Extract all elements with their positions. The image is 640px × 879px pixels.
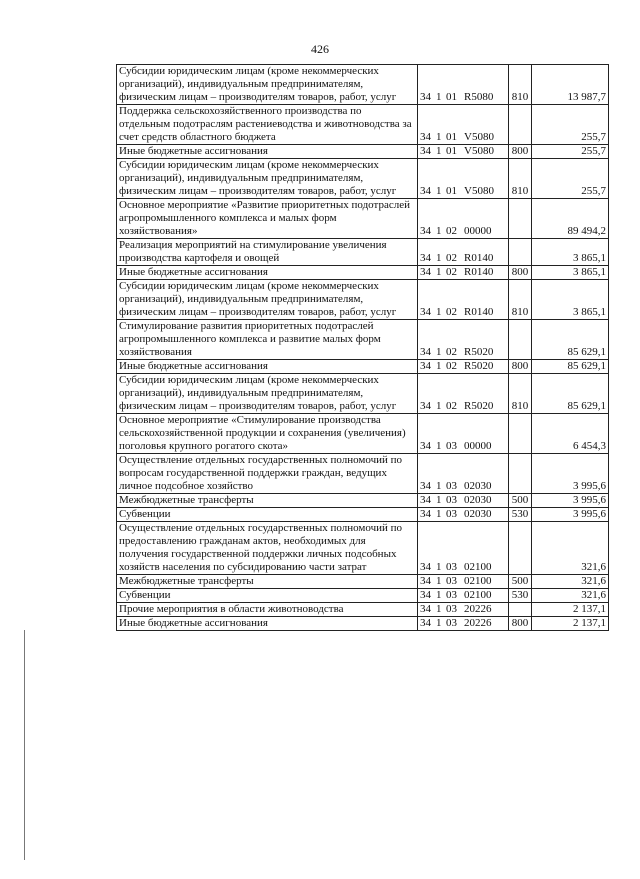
row-expense-type: 800 <box>509 266 532 280</box>
row-name: Осуществление отдельных государственных полномочий по предоставлению гражданам актов, необходимых для получения государственной поддержки личных подсобных хозяйств населения по субсидированию части затрат <box>117 522 418 575</box>
row-sum: 3 995,6 <box>532 454 609 494</box>
table-row <box>117 105 609 145</box>
row-expense-type: 500 <box>509 575 532 589</box>
code-subprogram: 1 <box>436 494 442 506</box>
code-direction: 02100 <box>464 561 492 573</box>
row-code <box>418 494 509 508</box>
row-name: Субвенции <box>117 508 418 522</box>
row-code <box>418 414 509 454</box>
code-event: 01 <box>446 185 457 197</box>
code-event: 01 <box>446 131 457 143</box>
table-row <box>117 454 609 494</box>
table-row <box>117 159 609 199</box>
row-code <box>418 266 509 280</box>
row-sum: 255,7 <box>532 105 609 145</box>
code-subprogram: 1 <box>436 91 442 103</box>
code-program: 34 <box>420 494 431 506</box>
code-subprogram: 1 <box>436 400 442 412</box>
row-code <box>418 239 509 266</box>
table-row <box>117 280 609 320</box>
code-program: 34 <box>420 561 431 573</box>
code-direction: 02100 <box>464 589 492 601</box>
row-expense-type: 810 <box>509 280 532 320</box>
code-direction: V5080 <box>464 185 494 197</box>
code-direction: 00000 <box>464 440 492 452</box>
code-direction: 02030 <box>464 494 492 506</box>
row-name: Основное мероприятие «Стимулирование производства сельскохозяйственной продукции и сохранения (увеличения) поголовья крупного рогатого скота» <box>117 414 418 454</box>
code-subprogram: 1 <box>436 252 442 264</box>
code-program: 34 <box>420 603 431 615</box>
code-subprogram: 1 <box>436 561 442 573</box>
row-name: Поддержка сельскохозяйственного производства по отдельным подотраслям растениеводства и животноводства за счет средств областного бюджета <box>117 105 418 145</box>
margin-line <box>24 630 25 860</box>
code-subprogram: 1 <box>436 225 442 237</box>
row-name: Основное мероприятие «Развитие приоритетных подотраслей агропромышленного комплекса и малых форм хозяйствования» <box>117 199 418 239</box>
row-name: Иные бюджетные ассигнования <box>117 266 418 280</box>
code-event: 02 <box>446 360 457 372</box>
table-row <box>117 494 609 508</box>
code-direction: 20226 <box>464 617 492 629</box>
row-expense-type <box>509 239 532 266</box>
code-program: 34 <box>420 508 431 520</box>
code-program: 34 <box>420 400 431 412</box>
row-expense-type <box>509 454 532 494</box>
row-sum: 3 865,1 <box>532 239 609 266</box>
row-name: Иные бюджетные ассигнования <box>117 360 418 374</box>
row-expense-type: 810 <box>509 374 532 414</box>
code-direction: R5020 <box>464 360 494 372</box>
row-expense-type: 500 <box>509 494 532 508</box>
row-sum: 2 137,1 <box>532 603 609 617</box>
row-sum: 85 629,1 <box>532 374 609 414</box>
code-event: 03 <box>446 480 457 492</box>
row-code <box>418 145 509 159</box>
code-event: 02 <box>446 400 457 412</box>
row-sum: 3 865,1 <box>532 280 609 320</box>
row-code <box>418 360 509 374</box>
code-subprogram: 1 <box>436 185 442 197</box>
code-event: 03 <box>446 575 457 587</box>
code-direction: V5080 <box>464 131 494 143</box>
code-direction: R5020 <box>464 346 494 358</box>
table-row <box>117 414 609 454</box>
page-number: 426 <box>311 42 329 56</box>
code-subprogram: 1 <box>436 266 442 278</box>
row-code <box>418 199 509 239</box>
code-event: 03 <box>446 494 457 506</box>
code-direction: R0140 <box>464 252 494 264</box>
row-sum: 6 454,3 <box>532 414 609 454</box>
row-sum: 89 494,2 <box>532 199 609 239</box>
table-row <box>117 603 609 617</box>
row-code <box>418 603 509 617</box>
code-program: 34 <box>420 440 431 452</box>
code-program: 34 <box>420 589 431 601</box>
code-event: 03 <box>446 440 457 452</box>
table-row <box>117 617 609 631</box>
code-program: 34 <box>420 575 431 587</box>
row-name: Иные бюджетные ассигнования <box>117 145 418 159</box>
code-event: 01 <box>446 91 457 103</box>
table-row <box>117 508 609 522</box>
row-name: Межбюджетные трансферты <box>117 494 418 508</box>
row-expense-type <box>509 105 532 145</box>
row-expense-type <box>509 603 532 617</box>
table-row <box>117 374 609 414</box>
code-event: 03 <box>446 508 457 520</box>
code-direction: R5080 <box>464 91 494 103</box>
row-sum: 321,6 <box>532 589 609 603</box>
row-code <box>418 280 509 320</box>
row-code <box>418 374 509 414</box>
row-name: Субсидии юридическим лицам (кроме некоммерческих организаций), индивидуальным предпринимателям, физическим лицам – производителям товаров, работ, услуг <box>117 159 418 199</box>
row-name: Субсидии юридическим лицам (кроме некоммерческих организаций), индивидуальным предпринимателям, физическим лицам – производителям товаров, работ, услуг <box>117 374 418 414</box>
row-expense-type: 800 <box>509 145 532 159</box>
row-name: Осуществление отдельных государственных полномочий по вопросам государственной поддержки граждан, ведущих личное подсобное хозяйство <box>117 454 418 494</box>
row-code <box>418 508 509 522</box>
code-subprogram: 1 <box>436 508 442 520</box>
row-name: Межбюджетные трансферты <box>117 575 418 589</box>
code-subprogram: 1 <box>436 440 442 452</box>
table-row <box>117 65 609 105</box>
code-direction: 02030 <box>464 480 492 492</box>
code-program: 34 <box>420 252 431 264</box>
budget-table <box>116 64 609 631</box>
code-program: 34 <box>420 266 431 278</box>
code-direction: 00000 <box>464 225 492 237</box>
table-row <box>117 522 609 575</box>
code-subprogram: 1 <box>436 360 442 372</box>
table-row <box>117 239 609 266</box>
row-code <box>418 589 509 603</box>
code-subprogram: 1 <box>436 575 442 587</box>
row-sum: 13 987,7 <box>532 65 609 105</box>
code-direction: R0140 <box>464 306 494 318</box>
row-sum: 3 995,6 <box>532 508 609 522</box>
code-subprogram: 1 <box>436 617 442 629</box>
row-name: Субвенции <box>117 589 418 603</box>
row-expense-type: 800 <box>509 360 532 374</box>
code-direction: V5080 <box>464 145 494 157</box>
code-event: 03 <box>446 589 457 601</box>
table-row <box>117 199 609 239</box>
table-row <box>117 589 609 603</box>
row-code <box>418 454 509 494</box>
row-name: Прочие мероприятия в области животноводства <box>117 603 418 617</box>
code-program: 34 <box>420 306 431 318</box>
code-subprogram: 1 <box>436 306 442 318</box>
table-row <box>117 266 609 280</box>
code-event: 02 <box>446 266 457 278</box>
code-event: 03 <box>446 561 457 573</box>
code-event: 02 <box>446 306 457 318</box>
code-program: 34 <box>420 131 431 143</box>
row-code <box>418 575 509 589</box>
code-event: 02 <box>446 346 457 358</box>
table-row <box>117 320 609 360</box>
code-direction: 02030 <box>464 508 492 520</box>
table-row <box>117 575 609 589</box>
code-program: 34 <box>420 617 431 629</box>
code-program: 34 <box>420 185 431 197</box>
code-program: 34 <box>420 145 431 157</box>
row-expense-type: 800 <box>509 617 532 631</box>
code-direction: 20226 <box>464 603 492 615</box>
row-sum: 321,6 <box>532 522 609 575</box>
code-event: 02 <box>446 225 457 237</box>
row-sum: 321,6 <box>532 575 609 589</box>
row-code <box>418 617 509 631</box>
code-subprogram: 1 <box>436 603 442 615</box>
code-program: 34 <box>420 346 431 358</box>
row-sum: 3 995,6 <box>532 494 609 508</box>
code-subprogram: 1 <box>436 589 442 601</box>
code-program: 34 <box>420 360 431 372</box>
row-sum: 255,7 <box>532 159 609 199</box>
table-row <box>117 360 609 374</box>
code-program: 34 <box>420 91 431 103</box>
row-code <box>418 65 509 105</box>
row-expense-type: 530 <box>509 589 532 603</box>
code-event: 03 <box>446 603 457 615</box>
code-direction: R0140 <box>464 266 494 278</box>
code-event: 03 <box>446 617 457 629</box>
row-code <box>418 159 509 199</box>
row-name: Субсидии юридическим лицам (кроме некоммерческих организаций), индивидуальным предпринимателям, физическим лицам – производителям товаров, работ, услуг <box>117 65 418 105</box>
row-code <box>418 320 509 360</box>
row-name: Реализация мероприятий на стимулирование увеличения производства картофеля и овощей <box>117 239 418 266</box>
code-event: 01 <box>446 145 457 157</box>
code-program: 34 <box>420 480 431 492</box>
code-direction: 02100 <box>464 575 492 587</box>
code-direction: R5020 <box>464 400 494 412</box>
row-sum: 2 137,1 <box>532 617 609 631</box>
row-expense-type <box>509 320 532 360</box>
code-subprogram: 1 <box>436 145 442 157</box>
row-expense-type <box>509 199 532 239</box>
row-name: Иные бюджетные ассигнования <box>117 617 418 631</box>
row-expense-type <box>509 414 532 454</box>
row-expense-type: 810 <box>509 65 532 105</box>
row-name: Стимулирование развития приоритетных подотраслей агропромышленного комплекса и развитие малых форм хозяйствования <box>117 320 418 360</box>
code-subprogram: 1 <box>436 346 442 358</box>
budget-table-body <box>117 65 609 631</box>
row-sum: 255,7 <box>532 145 609 159</box>
code-program: 34 <box>420 225 431 237</box>
row-name: Субсидии юридическим лицам (кроме некоммерческих организаций), индивидуальным предпринимателям, физическим лицам – производителям товаров, работ, услуг <box>117 280 418 320</box>
row-code <box>418 105 509 145</box>
row-code <box>418 522 509 575</box>
row-sum: 85 629,1 <box>532 360 609 374</box>
code-subprogram: 1 <box>436 480 442 492</box>
code-subprogram: 1 <box>436 131 442 143</box>
table-row <box>117 145 609 159</box>
row-expense-type <box>509 522 532 575</box>
code-event: 02 <box>446 252 457 264</box>
row-expense-type: 530 <box>509 508 532 522</box>
row-sum: 85 629,1 <box>532 320 609 360</box>
row-expense-type: 810 <box>509 159 532 199</box>
row-sum: 3 865,1 <box>532 266 609 280</box>
